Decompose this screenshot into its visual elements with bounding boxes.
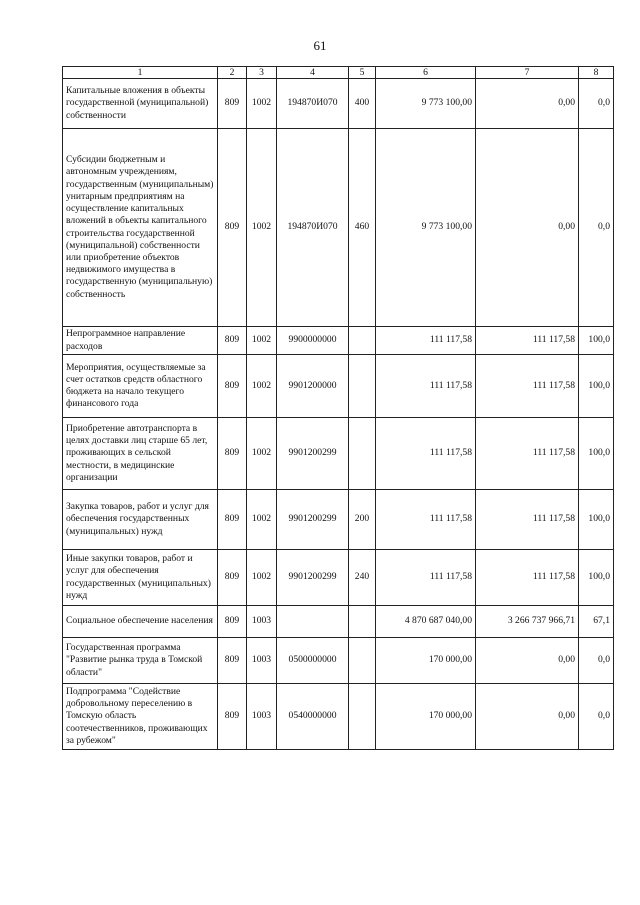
plan-cell: 9 773 100,00 — [376, 129, 476, 327]
percent-cell: 100,0 — [579, 355, 614, 418]
fact-cell: 0,00 — [476, 638, 579, 684]
fact-cell: 111 117,58 — [476, 418, 579, 490]
row-name-cell: Субсидии бюджетным и автономным учреждениям, государственным (муниципальным) унитарным предприятиям на осуществление капитальных вложений в объекты капитального строительства государственной (муниципальной) собственности или приобретение объектов недвижимого имущества в государственную (муниципальную) собственность — [63, 129, 218, 327]
gr-cell: 809 — [218, 684, 247, 750]
csr-cell: 194870И070 — [277, 129, 349, 327]
row-name-cell: Иные закупки товаров, работ и услуг для обеспечения государственных (муниципальных) нужд — [63, 550, 218, 606]
vr-cell: 400 — [349, 79, 376, 129]
fact-cell: 111 117,58 — [476, 550, 579, 606]
rz-cell: 1003 — [247, 684, 277, 750]
table-row — [63, 550, 614, 606]
rz-cell: 1002 — [247, 490, 277, 550]
csr-cell: 0500000000 — [277, 638, 349, 684]
row-name-cell: Подпрограмма "Содействие добровольному переселению в Томскую область соотечественников, проживающих за рубежом" — [63, 684, 218, 750]
column-header: 7 — [476, 67, 579, 79]
vr-cell — [349, 606, 376, 638]
gr-cell: 809 — [218, 490, 247, 550]
fact-cell: 0,00 — [476, 129, 579, 327]
row-name-cell: Государственная программа "Развитие рынка труда в Томской области" — [63, 638, 218, 684]
vr-cell — [349, 355, 376, 418]
csr-cell: 9901200299 — [277, 418, 349, 490]
rz-cell: 1002 — [247, 79, 277, 129]
rz-cell: 1002 — [247, 129, 277, 327]
row-name-cell: Приобретение автотранспорта в целях доставки лиц старше 65 лет, проживающих в сельской местности, в медицинские организации — [63, 418, 218, 490]
fact-cell: 3 266 737 966,71 — [476, 606, 579, 638]
page-number: 61 — [313, 38, 327, 53]
table-row — [63, 606, 614, 638]
gr-cell: 809 — [218, 79, 247, 129]
rz-cell: 1003 — [247, 638, 277, 684]
fact-cell: 0,00 — [476, 79, 579, 129]
fact-cell: 111 117,58 — [476, 355, 579, 418]
fact-cell: 111 117,58 — [476, 490, 579, 550]
fact-cell: 111 117,58 — [476, 327, 579, 355]
csr-cell — [277, 606, 349, 638]
plan-cell: 170 000,00 — [376, 638, 476, 684]
percent-cell: 100,0 — [579, 490, 614, 550]
table-row — [63, 638, 614, 684]
vr-cell: 200 — [349, 490, 376, 550]
csr-cell: 0540000000 — [277, 684, 349, 750]
plan-cell: 111 117,58 — [376, 327, 476, 355]
rz-cell: 1002 — [247, 327, 277, 355]
vr-cell: 460 — [349, 129, 376, 327]
plan-cell: 111 117,58 — [376, 418, 476, 490]
table-row — [63, 355, 614, 418]
table-row — [63, 79, 614, 129]
plan-cell: 4 870 687 040,00 — [376, 606, 476, 638]
vr-cell — [349, 418, 376, 490]
csr-cell: 9901200000 — [277, 355, 349, 418]
row-name-cell: Капитальные вложения в объекты государственной (муниципальной) собственности — [63, 79, 218, 129]
percent-cell: 100,0 — [579, 418, 614, 490]
vr-cell: 240 — [349, 550, 376, 606]
row-name-cell: Социальное обеспечение населения — [63, 606, 218, 638]
csr-cell: 194870И070 — [277, 79, 349, 129]
row-name-cell: Закупка товаров, работ и услуг для обеспечения государственных (муниципальных) нужд — [63, 490, 218, 550]
rz-cell: 1003 — [247, 606, 277, 638]
gr-cell: 809 — [218, 355, 247, 418]
table-row — [63, 684, 614, 750]
plan-cell: 111 117,58 — [376, 355, 476, 418]
plan-cell: 111 117,58 — [376, 490, 476, 550]
rz-cell: 1002 — [247, 355, 277, 418]
table-row — [63, 327, 614, 355]
gr-cell: 809 — [218, 550, 247, 606]
gr-cell: 809 — [218, 418, 247, 490]
column-header: 6 — [376, 67, 476, 79]
gr-cell: 809 — [218, 129, 247, 327]
percent-cell: 0,0 — [579, 684, 614, 750]
column-header: 4 — [277, 67, 349, 79]
column-header: 1 — [63, 67, 218, 79]
plan-cell: 111 117,58 — [376, 550, 476, 606]
csr-cell: 9901200299 — [277, 490, 349, 550]
row-name-cell: Непрограммное направление расходов — [63, 327, 218, 355]
rz-cell: 1002 — [247, 550, 277, 606]
column-header: 3 — [247, 67, 277, 79]
table-header-row — [63, 67, 614, 79]
percent-cell: 0,0 — [579, 129, 614, 327]
gr-cell: 809 — [218, 327, 247, 355]
table-row — [63, 129, 614, 327]
csr-cell: 9900000000 — [277, 327, 349, 355]
gr-cell: 809 — [218, 638, 247, 684]
row-name-cell: Мероприятия, осуществляемые за счет остатков средств областного бюджета на начало текущего финансового года — [63, 355, 218, 418]
column-header: 5 — [349, 67, 376, 79]
table-row — [63, 490, 614, 550]
percent-cell: 0,0 — [579, 79, 614, 129]
budget-table — [62, 66, 614, 750]
column-header: 2 — [218, 67, 247, 79]
table-row — [63, 418, 614, 490]
fact-cell: 0,00 — [476, 684, 579, 750]
plan-cell: 170 000,00 — [376, 684, 476, 750]
column-header: 8 — [579, 67, 614, 79]
percent-cell: 100,0 — [579, 550, 614, 606]
percent-cell: 0,0 — [579, 638, 614, 684]
csr-cell: 9901200299 — [277, 550, 349, 606]
gr-cell: 809 — [218, 606, 247, 638]
plan-cell: 9 773 100,00 — [376, 79, 476, 129]
percent-cell: 100,0 — [579, 327, 614, 355]
vr-cell — [349, 638, 376, 684]
vr-cell — [349, 684, 376, 750]
percent-cell: 67,1 — [579, 606, 614, 638]
vr-cell — [349, 327, 376, 355]
rz-cell: 1002 — [247, 418, 277, 490]
